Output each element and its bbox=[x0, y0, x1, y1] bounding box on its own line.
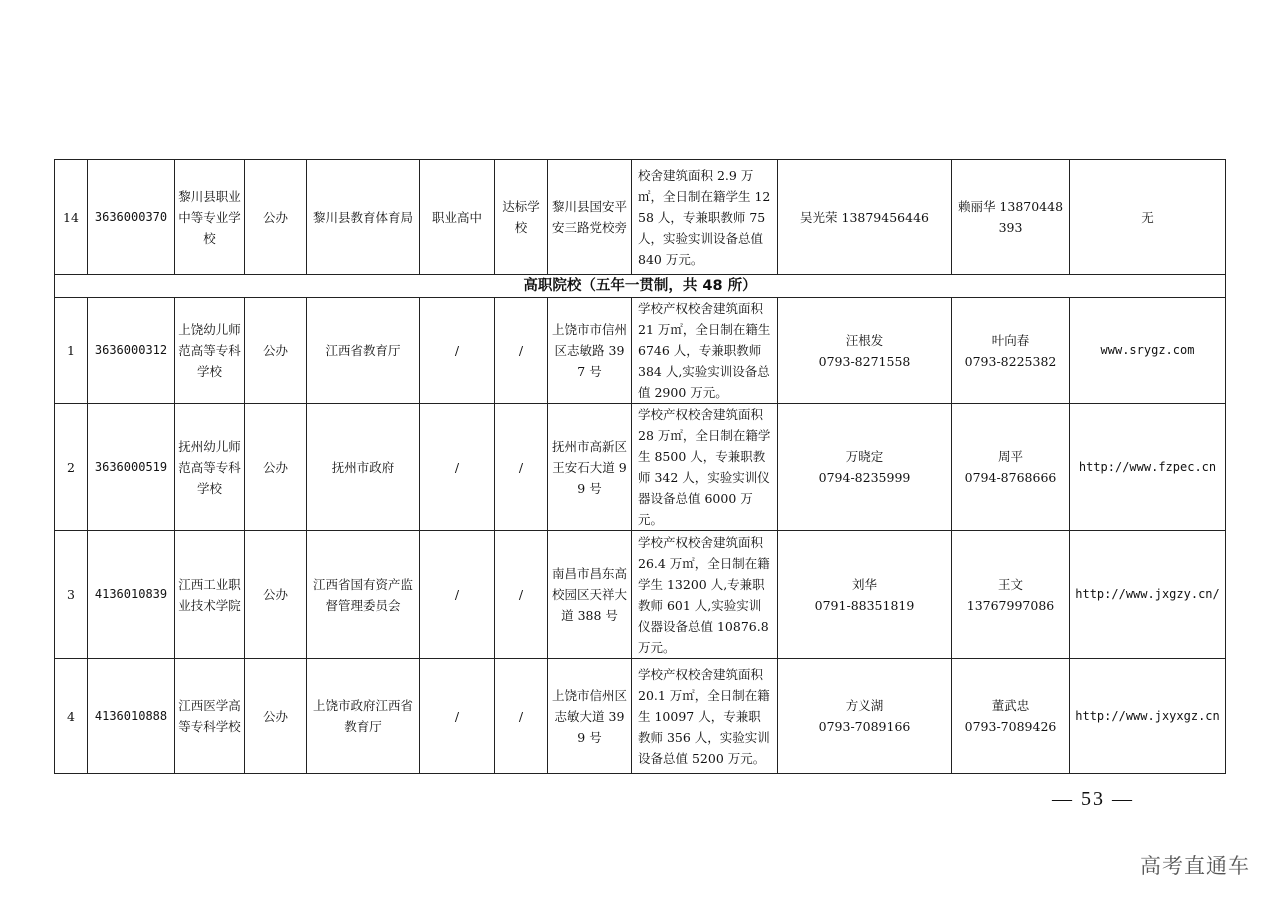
school-code: 3636000312 bbox=[88, 298, 175, 404]
contact-phone: 13767997086 bbox=[966, 597, 1055, 613]
principal-info: 吴光荣 13879456446 bbox=[778, 160, 952, 275]
school-address: 上饶市市信州区志敏路 397 号 bbox=[548, 298, 632, 404]
contact-phone: 0793-7089426 bbox=[964, 719, 1057, 734]
principal-name: 汪根发 bbox=[845, 332, 884, 348]
school-level: / bbox=[420, 298, 495, 404]
principal-info bbox=[778, 298, 952, 404]
school-facilities: 学校产权校舍建筑面积 26.4 万㎡，全日制在籍学生 13200 人,专兼职教师 601 人,实验实训仪器设备总值 10876.8 万元。 bbox=[632, 531, 778, 659]
principal-name: 方义湖 bbox=[845, 698, 884, 713]
watermark-text: 高考直通车 bbox=[1140, 854, 1250, 878]
school-nature: 公办 bbox=[245, 404, 307, 531]
school-name: 黎川县职业中等专业学校 bbox=[175, 160, 245, 275]
table-row bbox=[55, 404, 1226, 531]
school-level: 职业高中 bbox=[420, 160, 495, 275]
table-row bbox=[55, 298, 1226, 404]
row-number: 1 bbox=[55, 298, 88, 404]
school-level: / bbox=[420, 531, 495, 659]
school-standard: / bbox=[495, 298, 548, 404]
section-title: 高职院校（五年一贯制，共 48 所） bbox=[55, 275, 1226, 298]
school-address: 南昌市昌东高校园区天祥大道 388 号 bbox=[548, 531, 632, 659]
contact-name: 周平 bbox=[997, 449, 1023, 464]
school-website[interactable]: www.srygz.com bbox=[1070, 298, 1226, 404]
school-authority: 上饶市政府江西省教育厅 bbox=[307, 659, 420, 774]
contact-info: 赖丽华 13870448393 bbox=[952, 160, 1070, 275]
school-nature: 公办 bbox=[245, 298, 307, 404]
school-standard: / bbox=[495, 659, 548, 774]
contact-info bbox=[952, 298, 1070, 404]
page-number: — 53 — bbox=[1052, 788, 1134, 810]
principal-phone: 0791-88351819 bbox=[814, 597, 915, 613]
school-nature: 公办 bbox=[245, 531, 307, 659]
school-name: 上饶幼儿师范高等专科学校 bbox=[175, 298, 245, 404]
school-code: 4136010888 bbox=[88, 659, 175, 774]
school-facilities: 学校产权校舍建筑面积 28 万㎡，全日制在籍学生 8500 人，专兼职教师 342 人，实验实训仪器设备总值 6000 万元。 bbox=[632, 404, 778, 531]
school-table bbox=[54, 159, 1226, 774]
contact-phone: 0793-8225382 bbox=[964, 353, 1057, 369]
school-name: 江西医学高等专科学校 bbox=[175, 659, 245, 774]
school-name: 抚州幼儿师范高等专科学校 bbox=[175, 404, 245, 531]
row-number: 14 bbox=[55, 160, 88, 275]
principal-info bbox=[778, 531, 952, 659]
principal-info bbox=[778, 404, 952, 531]
principal-name: 万晓定 bbox=[845, 449, 884, 464]
school-authority: 江西省教育厅 bbox=[307, 298, 420, 404]
school-address: 抚州市高新区王安石大道 99 号 bbox=[548, 404, 632, 531]
school-facilities: 学校产权校舍建筑面积 21 万㎡，全日制在籍生 6746 人，专兼职教师 384 人,实验实训设备总值 2900 万元。 bbox=[632, 298, 778, 404]
contact-phone: 0794-8768666 bbox=[964, 470, 1057, 485]
table-row bbox=[55, 659, 1226, 774]
contact-info bbox=[952, 404, 1070, 531]
school-authority: 抚州市政府 bbox=[307, 404, 420, 531]
row-number: 2 bbox=[55, 404, 88, 531]
contact-info bbox=[952, 531, 1070, 659]
school-standard: / bbox=[495, 531, 548, 659]
school-website: 无 bbox=[1070, 160, 1226, 275]
contact-name: 董武忠 bbox=[991, 698, 1030, 713]
principal-info bbox=[778, 659, 952, 774]
contact-name: 王文 bbox=[997, 576, 1023, 592]
school-address: 黎川县国安平安三路党校旁 bbox=[548, 160, 632, 275]
school-code: 3636000519 bbox=[88, 404, 175, 531]
contact-info bbox=[952, 659, 1070, 774]
section-header-row bbox=[55, 275, 1226, 298]
row-number: 4 bbox=[55, 659, 88, 774]
school-website[interactable]: http://www.jxyxgz.cn bbox=[1070, 659, 1226, 774]
school-standard: / bbox=[495, 404, 548, 531]
school-code: 3636000370 bbox=[88, 160, 175, 275]
school-nature: 公办 bbox=[245, 659, 307, 774]
school-website[interactable]: http://www.fzpec.cn bbox=[1070, 404, 1226, 531]
school-code: 4136010839 bbox=[88, 531, 175, 659]
school-standard: 达标学校 bbox=[495, 160, 548, 275]
principal-phone: 0794-8235999 bbox=[818, 470, 911, 485]
table-row bbox=[55, 531, 1226, 659]
school-level: / bbox=[420, 404, 495, 531]
table-row bbox=[55, 160, 1226, 275]
school-facilities: 校舍建筑面积 2.9 万㎡，全日制在籍学生 1258 人，专兼职教师 75 人，实验实训设备总值 840 万元。 bbox=[632, 160, 778, 275]
principal-name: 刘华 bbox=[851, 576, 877, 592]
contact-name: 叶向春 bbox=[991, 332, 1030, 348]
school-address: 上饶市信州区志敏大道 399 号 bbox=[548, 659, 632, 774]
school-authority: 黎川县教育体育局 bbox=[307, 160, 420, 275]
principal-phone: 0793-7089166 bbox=[818, 719, 911, 734]
principal-phone: 0793-8271558 bbox=[818, 353, 911, 369]
row-number: 3 bbox=[55, 531, 88, 659]
school-facilities: 学校产权校舍建筑面积 20.1 万㎡，全日制在籍生 10097 人，专兼职教师 356 人，实验实训设备总值 5200 万元。 bbox=[632, 659, 778, 774]
school-nature: 公办 bbox=[245, 160, 307, 275]
school-level: / bbox=[420, 659, 495, 774]
school-website[interactable]: http://www.jxgzy.cn/ bbox=[1070, 531, 1226, 659]
school-name: 江西工业职业技术学院 bbox=[175, 531, 245, 659]
school-authority: 江西省国有资产监督管理委员会 bbox=[307, 531, 420, 659]
